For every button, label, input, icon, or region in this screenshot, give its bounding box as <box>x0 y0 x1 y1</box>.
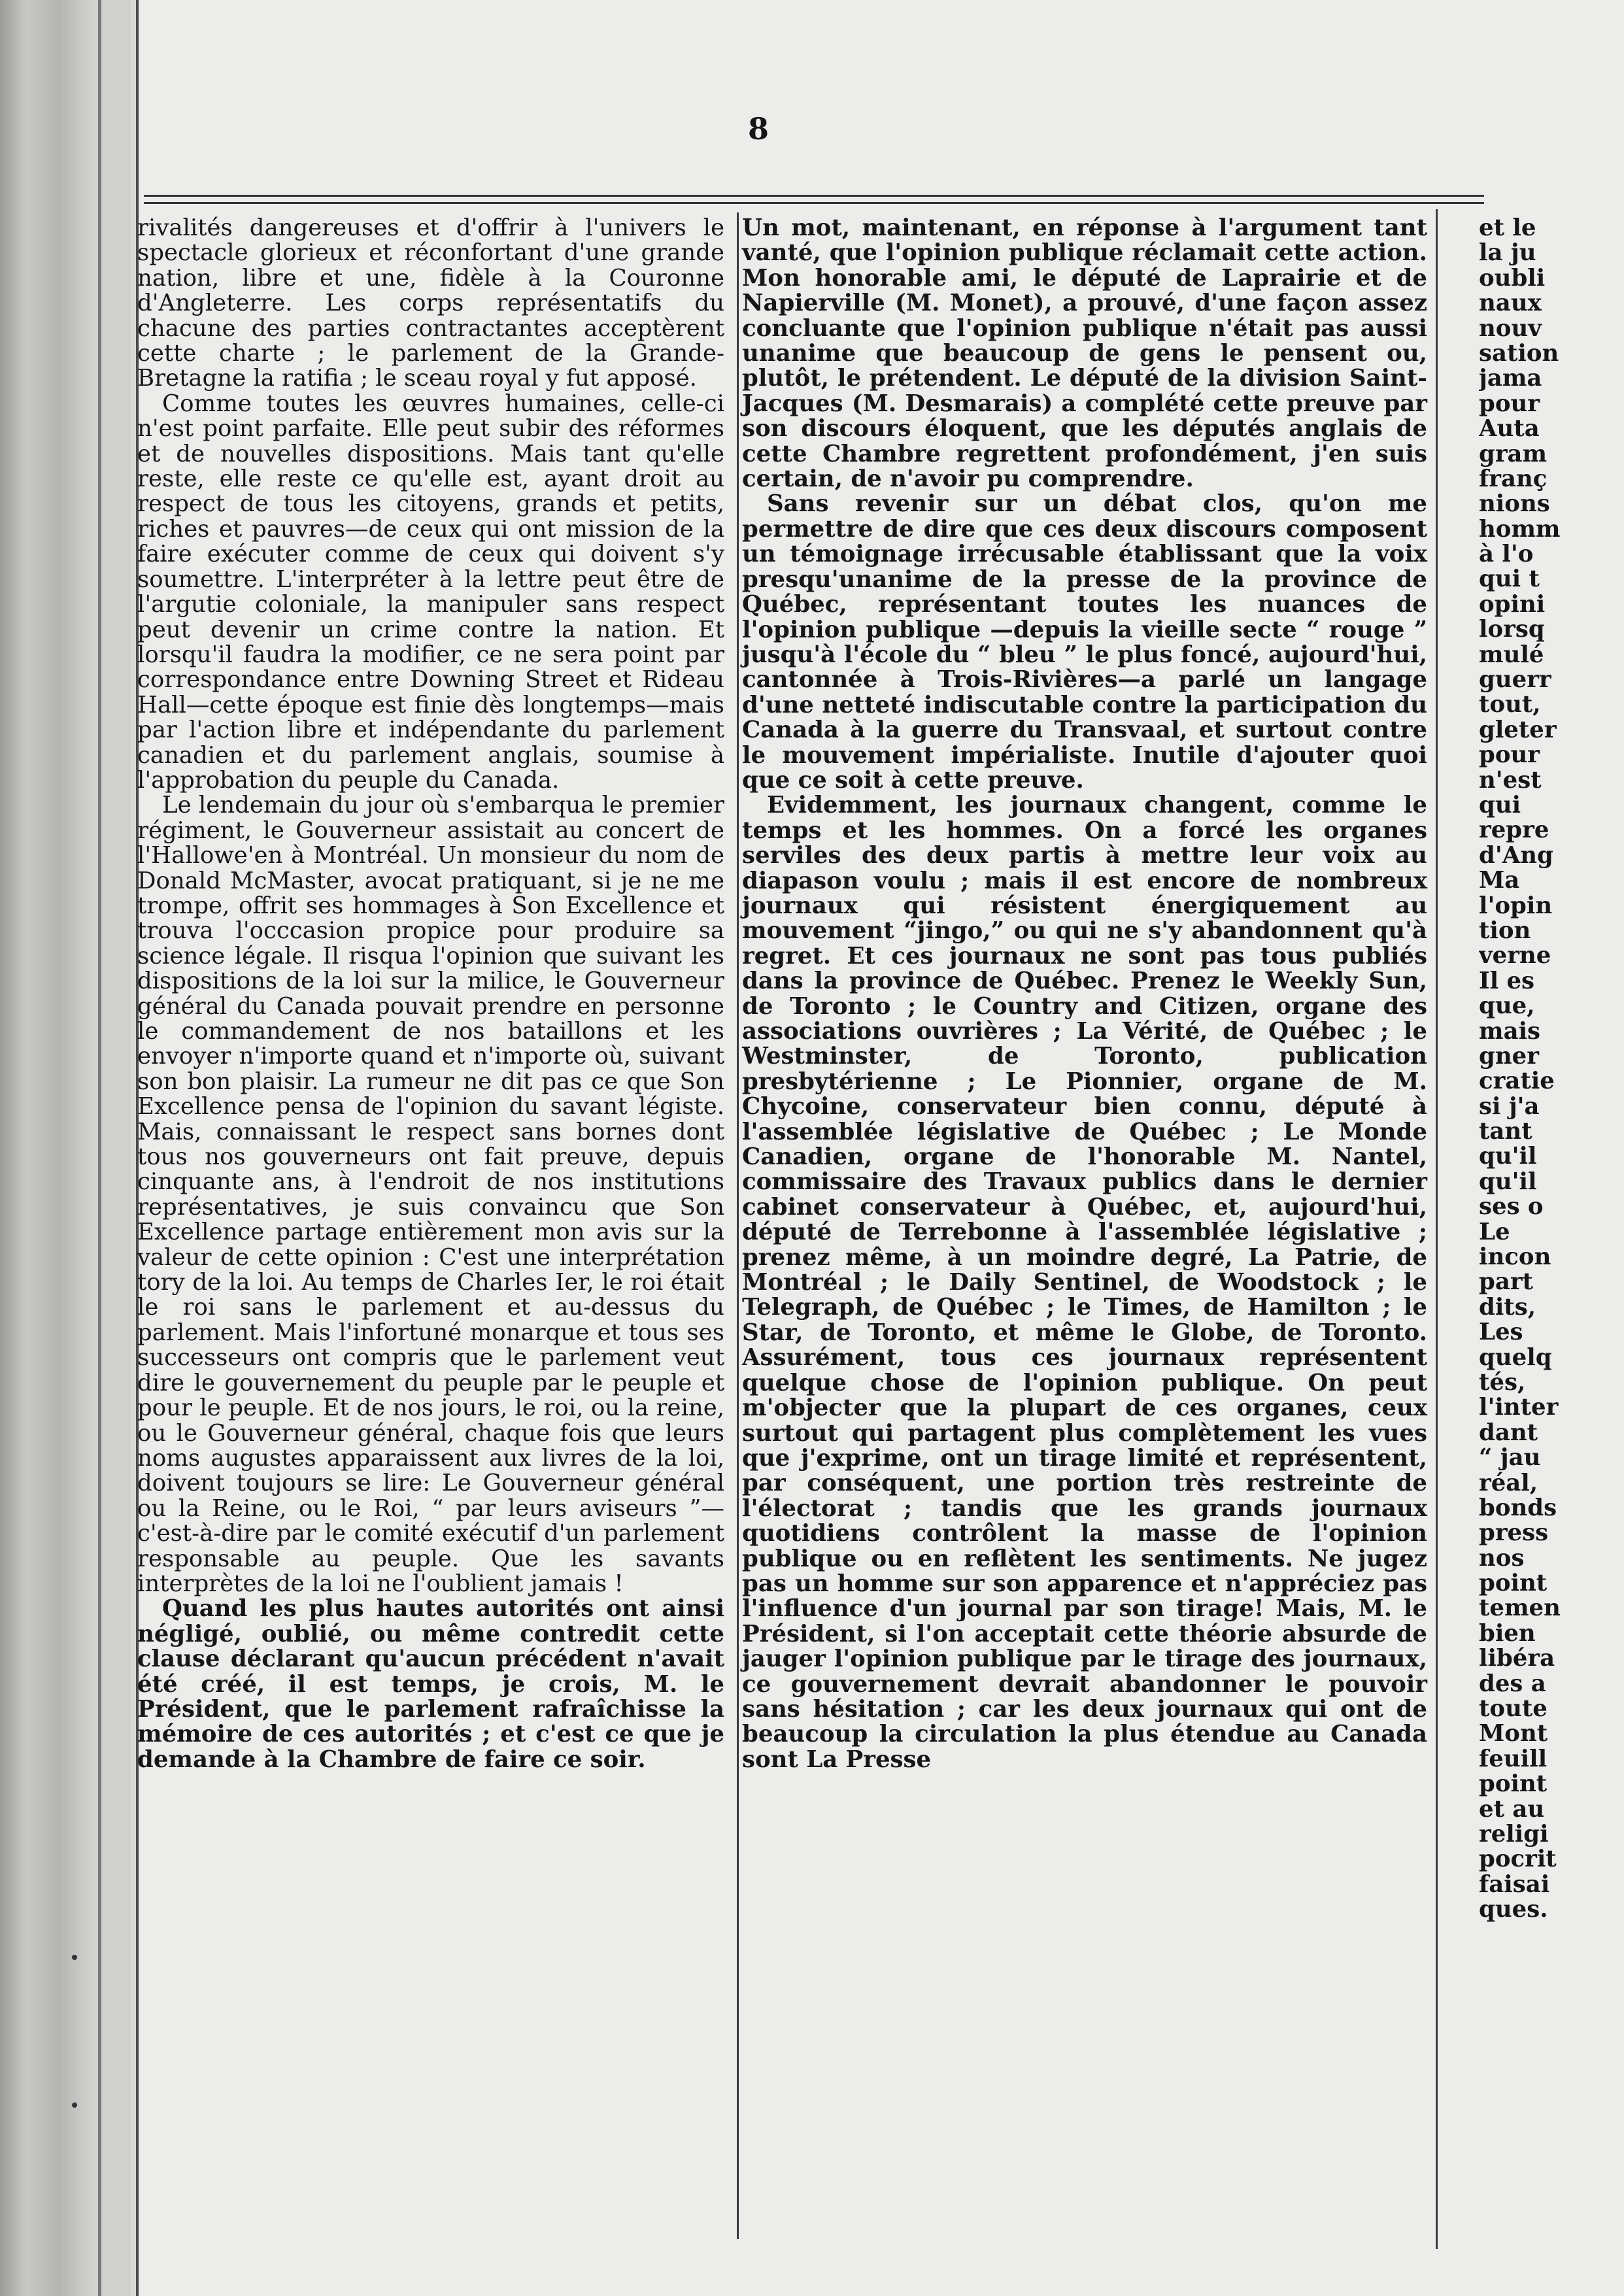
paragraph: rivalités dangereuses et d'offrir à l'univers le spectacle glorieux et réconfortant d'une grande nation, libre et une, fidèle à la Couronne d'Angleterre. Les corps représentatifs du chacune des parties contractantes acceptèrent cette charte ; le parlement de la Grande-Bretagne la ratifia ; le sceau royal y fut apposé. <box>137 214 724 392</box>
fragment-line: point <box>1479 1570 1548 1597</box>
paragraph: Quand les plus hautes autorités ont ainsi négligé, oublié, ou même contredit cette clause déclarant qu'aucun précédent n'avait été créé, il est temps, je crois, M. le Président, que le parlement rafraîchisse la mémoire de ces autorités ; et c'est ce que je demande à la Chambre de faire ce soir. <box>137 1595 724 1773</box>
fragment-line: et au <box>1479 1795 1545 1823</box>
fragment-line: pour <box>1479 390 1540 417</box>
fragment-line: qui t <box>1479 566 1540 593</box>
fragment-line: ses o <box>1479 1193 1544 1221</box>
left-column <box>137 216 724 1772</box>
fragment-line: que, <box>1479 992 1535 1020</box>
fragment-line: et le <box>1479 216 1536 241</box>
fragment-line: verne <box>1479 942 1551 970</box>
fragment-line: des a <box>1479 1670 1546 1697</box>
paragraph: Le lendemain du jour où s'embarqua le premier régiment, le Gouverneur assistait au concert de l'Hallowe'en à Montréal. Un monsieur du nom de Donald McMaster, avocat pratiquant, si je ne me trompe, offrit ses hommages à Son Excellence et trouva l'occcasion propice pour produire sa science légale. Il risqua l'opinion que suivant les dispositions de la loi sur la milice, le Gouverneur général du Canada pouvait prendre en personne le commandement de nos bataillons et les envoyer n'importe quand et n'importe où, suivant son bon plaisir. La rumeur ne dit pas ce que Son Excellence pensa de l'opinion du savant légiste. Mais, connaissant le respect sans bornes dont tous nos gouverneurs ont fait preuve, depuis cinquante ans, à l'endroit de nos institutions représentatives, je suis convaincu que Son Excellence partage entièrement mon avis sur la valeur de cette opinion : C'est une interprétation tory de la loi. Au temps de Charles Ier, le roi était le roi sans le parlement et au-dessus du parlement. Mais l'infortuné monarque et tous ses successeurs ont compris que le parlement veut dire le gouvernement du peuple par le peuple et pour le peuple. Et de nos jours, le roi, ou la reine, ou le Gouverneur général, chaque fois que leurs noms augustes apparaissent aux livres de la loi, doivent toujours se lire: Le Gouverneur général ou la Reine, ou le Roi, “ par leurs aviseurs ”—c'est-à-dire par le comité exécutif d'un parlement responsable au peuple. Que les savants interprètes de la loi ne l'oublient jamais ! <box>137 792 724 1597</box>
fragment-line: qu'il <box>1479 1143 1537 1170</box>
fragment-line: franç <box>1479 465 1548 492</box>
fragment-line: mais <box>1479 1017 1541 1045</box>
fragment-line: nos <box>1479 1544 1525 1572</box>
binding-edge-line <box>98 0 101 2296</box>
fragment-line: religi <box>1479 1821 1549 1848</box>
column-divider <box>737 212 739 2239</box>
fragment-line: nouv <box>1479 314 1542 342</box>
header-rule-bottom <box>144 202 1484 204</box>
fragment-line: faisai <box>1479 1870 1550 1898</box>
fragment-line: pour <box>1479 741 1540 769</box>
paragraph: Evidemment, les journaux changent, comme le temps et les hommes. On a forcé les organes serviles des deux partis à mettre leur voix au diapason voulu ; mais il est encore de nombreux journaux qui résistent énergiquement au mouvement “jingo,” ou qui ne s'y abandonnent qu'à regret. Et ces journaux ne sont pas tous publiés dans la province de Québec. Prenez le Weekly Sun, de Toronto ; le Country and Citizen, organe des associations ouvrières ; La Vérité, de Québec ; le Westminster, de Toronto, publication presbytérienne ; Le Pionnier, organe de M. Chycoine, conservateur bien connu, député à l'assemblée législative de Québec ; Le Monde Canadien, organe de l'honorable M. Nantel, commissaire des Travaux publics dans le dernier cabinet conservateur à Québec, et, aujourd'hui, député de Terrebonne à l'assemblée législative ; prenez même, à un moindre degré, La Patrie, de Montréal ; le Daily Sentinel, de Woodstock ; le Telegraph, de Québec ; le Times, de Hamilton ; le Star, de Toronto, et même le Globe, de Toronto. Assurément, tous ces journaux représentent quelque chose de l'opinion publique. On peut m'objecter que la plupart de ces organes, ceux surtout qui partagent plus complètement les vues que j'exprime, ont un tirage limité et représentent, par conséquent, une portion très restreinte de l'électorat ; tandis que les grands journaux quotidiens contrôlent la masse de l'opinion publique ou en reflètent les sentiments. Ne jugez pas un homme sur son apparence et n'appréciez pas l'influence d'un journal par son tirage! Mais, M. le Président, si l'on acceptait cette théorie absurde de jauger l'opinion publique par le tirage des journaux, ce gouvernement devrait abandonner le pouvoir sans hésitation ; car les deux journaux qui ont de beaucoup la circulation la plus étendue au Canada sont La Presse <box>742 792 1427 1773</box>
fragment-line: guerr <box>1479 666 1551 694</box>
fragment-line: d'Ang <box>1479 841 1553 869</box>
fragment-line: n'est <box>1479 766 1542 794</box>
fragment-line: quelq <box>1479 1343 1552 1371</box>
fragment-line: ques. <box>1479 1896 1548 1923</box>
fragment-line: homm <box>1479 515 1561 543</box>
fragment-line: lorsq <box>1479 616 1545 643</box>
fragment-line: press <box>1479 1519 1549 1547</box>
fragment-line: “ jau <box>1479 1444 1541 1472</box>
fragment-line: dits, <box>1479 1293 1536 1321</box>
paragraph: Sans revenir sur un débat clos, qu'on me permettre de dire que ces deux discours composent un témoignage irrécusable établissant que la voix presqu'unanime de la presse de la province de Québec, représentant toutes les nuances de l'opinion publique —depuis la vieille secte “ rouge ” jusqu'à l'école du “ bleu ” le plus foncé, aujourd'hui, cantonnée à Trois-Rivières—a parlé un langage d'une netteté indiscutable contre la participation du Canada à la guerre du Transvaal, et surtout contre le mouvement impérialiste. Inutile d'ajouter quoi que ce soit à cette preuve. <box>742 490 1427 794</box>
fragment-line: Mont <box>1479 1720 1548 1747</box>
page-number: 8 <box>747 111 769 146</box>
fragment-line: gner <box>1479 1042 1539 1070</box>
paragraph: Comme toutes les œuvres humaines, celle-ci n'est point parfaite. Elle peut subir des réformes et de nouvelles dispositions. Mais tant qu'elle reste, elle reste ce qu'elle est, ayant droit au respect de tous les citoyens, grands et petits, riches et pauvres—de ceux qui ont mission de la faire exécuter comme de ceux qui doivent s'y soumettre. L'interpréter à la lettre peut être de l'argutie coloniale, la manipuler sans respect peut devenir un crime contre la nation. Et lorsqu'il faudra la modifier, ce ne sera point par correspondance entre Downing Street et Rideau Hall—cette époque est finie dès longtemps—mais par l'action libre et indépendante du parlement canadien et du parlement anglais, soumise à l'approbation du peuple du Canada. <box>137 390 724 794</box>
fragment-line: Les <box>1479 1319 1523 1346</box>
fragment-line: part <box>1479 1268 1533 1296</box>
book-binding <box>0 0 131 2296</box>
fragment-line: bonds <box>1479 1494 1557 1521</box>
fragment-line: l'opin <box>1479 892 1553 919</box>
fragment-line: Auta <box>1479 415 1540 443</box>
margin-mark <box>72 1955 77 1960</box>
fragment-line: gleter <box>1479 716 1557 743</box>
fragment-line: la ju <box>1479 239 1536 267</box>
fragment-line: repre <box>1479 817 1549 844</box>
fragment-line: Il es <box>1479 967 1535 994</box>
fragment-line: bien <box>1479 1619 1536 1647</box>
fragment-line: dant <box>1479 1419 1538 1446</box>
fragment-line: qui <box>1479 791 1521 819</box>
next-page-fragment-column <box>1479 216 1624 1923</box>
fragment-line: libéra <box>1479 1645 1555 1672</box>
fragment-line: mulé <box>1479 641 1544 668</box>
margin-mark <box>72 2102 77 2108</box>
fragment-line: réal, <box>1479 1469 1538 1496</box>
fragment-line: l'inter <box>1479 1394 1559 1421</box>
fragment-line: incon <box>1479 1243 1551 1271</box>
fragment-line: sation <box>1479 339 1559 367</box>
fragment-line: oubli <box>1479 264 1546 292</box>
fragment-line: opini <box>1479 590 1546 618</box>
fragment-line: tant <box>1479 1118 1532 1145</box>
fragment-line: tout, <box>1479 691 1541 718</box>
page-edge-rule <box>1436 209 1438 2249</box>
fragment-line: Ma <box>1479 867 1520 894</box>
fragment-line: point <box>1479 1770 1548 1798</box>
fragment-line: tés, <box>1479 1368 1526 1396</box>
fragment-line: pocrit <box>1479 1846 1557 1873</box>
fragment-line: si j'a <box>1479 1092 1540 1120</box>
fragment-line: Le <box>1479 1218 1510 1245</box>
fragment-line: à l'o <box>1479 541 1534 568</box>
paragraph: Un mot, maintenant, en réponse à l'argument tant vanté, que l'opinion publique réclamait cette action. Mon honorable ami, le député de Laprairie et de Napierville (M. Monet), a prouvé, d'une façon assez concluante que l'opinion publique n'était pas aussi unanime que beaucoup de gens le pensent ou, plutôt, le prétendent. Le député de la division Saint-Jacques (M. Desmarais) a complété cette preuve par son discours éloquent, que les députés anglais de cette Chambre regrettent profondément, j'en suis certain, de n'avoir pu comprendre. <box>742 214 1427 493</box>
fragment-line: nions <box>1479 490 1550 518</box>
fragment-line: cratie <box>1479 1068 1555 1095</box>
fragment-line: tion <box>1479 917 1531 944</box>
fragment-line: jama <box>1479 365 1542 392</box>
fragment-line: toute <box>1479 1695 1548 1723</box>
fragment-line: temen <box>1479 1595 1561 1622</box>
fragment-line: naux <box>1479 290 1542 317</box>
fragment-line: feuill <box>1479 1745 1548 1772</box>
right-column <box>742 216 1427 1772</box>
header-rule-top <box>144 195 1484 197</box>
fragment-line: gram <box>1479 440 1548 467</box>
fragment-line: qu'il <box>1479 1168 1537 1195</box>
